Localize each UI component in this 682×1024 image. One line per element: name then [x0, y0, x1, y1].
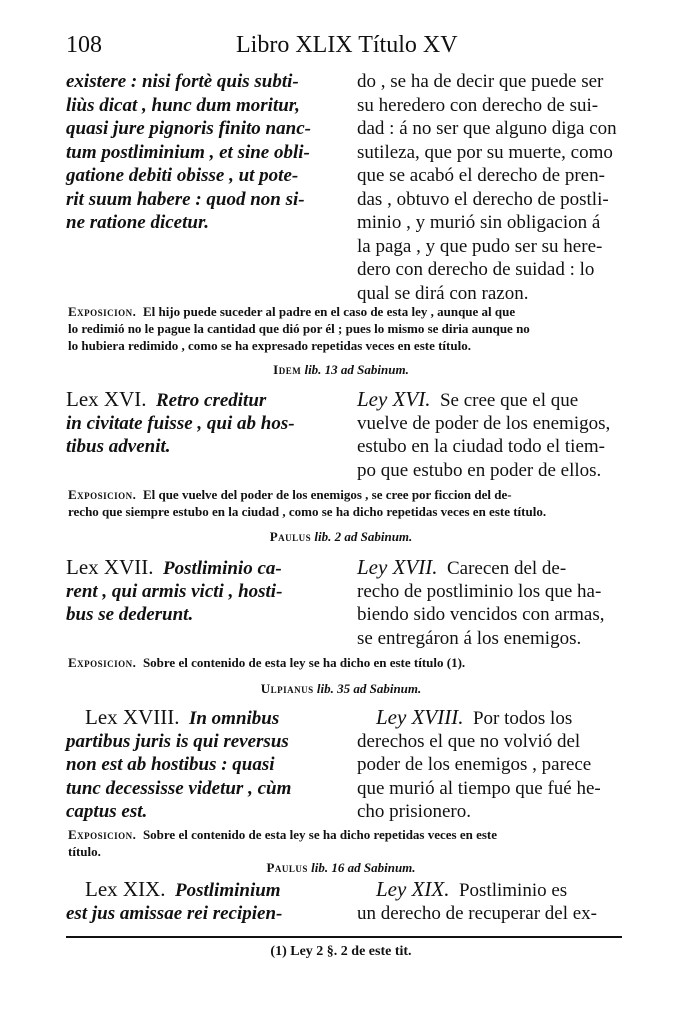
- latin-line: non est ab hostibus : quasi: [66, 754, 275, 775]
- spanish-line: se entregáron á los enemigos.: [357, 627, 582, 649]
- spanish-line: la paga , y que pudo ser su here-: [357, 235, 603, 257]
- ley-label: Ley XVIII.: [376, 705, 464, 729]
- footnote: (1) Ley 2 §. 2 de este tit.: [270, 944, 412, 959]
- exposicion-text: El hijo puede suceder al padre en el caso de esta ley , aunque al que: [142, 304, 516, 319]
- latin-column-law-17: [66, 556, 344, 627]
- latin-line: existere : nisi fortè quis subti-: [66, 71, 299, 92]
- running-title: Libro XLIX Título XV: [236, 32, 458, 58]
- exposicion-label: Exposicion.: [68, 487, 137, 502]
- citation-author: Ulpianus: [260, 681, 314, 696]
- spanish-line: que se acabó el derecho de pren-: [357, 165, 605, 186]
- spanish-line: un derecho de recuperar del ex-: [357, 902, 597, 924]
- latin-column-law-16: [66, 388, 344, 459]
- exposicion-text: título.: [68, 844, 101, 859]
- spanish-line: derechos el que no volvió del: [357, 730, 581, 752]
- exposicion-text: recho que siempre estubo en la ciudad , como se ha dicho repetidas veces en este título.: [68, 504, 547, 519]
- spanish-line: vuelve de poder de los enemigos,: [357, 412, 611, 434]
- exposicion-note: [68, 654, 620, 671]
- latin-line: quasi jure pignoris finito nanc-: [66, 118, 311, 139]
- exposicion-note: [68, 303, 620, 354]
- latin-line: rent , qui armis victi , hosti-: [66, 580, 283, 602]
- citation-author: Paulus: [269, 529, 312, 544]
- latin-line: gatione debiti obisse , ut pote-: [66, 165, 299, 186]
- lex-label: Lex XVII.: [66, 555, 154, 579]
- spanish-line: das , obtuvo el derecho de postli-: [357, 188, 609, 210]
- latin-column-law-18: [66, 706, 344, 824]
- lex-label: Lex XVIII.: [85, 705, 180, 729]
- latin-line: tunc decessisse videtur , cùm: [66, 777, 292, 799]
- latin-line: liùs dicat , hunc dum moritur,: [66, 94, 300, 116]
- spanish-column-law-18: [357, 706, 622, 824]
- latin-line: In omnibus: [188, 708, 280, 729]
- ley-label: Ley XIX.: [376, 877, 450, 901]
- spanish-column-law-19: [357, 878, 622, 925]
- ley-label: Ley XVII.: [357, 555, 438, 579]
- spanish-line: poder de los enemigos , parece: [357, 754, 592, 775]
- law-citation: [0, 681, 682, 697]
- latin-column-continuation: [66, 70, 344, 235]
- footnote-rule: [66, 936, 622, 938]
- spanish-line: do , se ha de decir que puede ser: [357, 71, 604, 92]
- ley-label: Ley XVI.: [357, 387, 431, 411]
- exposicion-note: [68, 486, 620, 520]
- latin-line: tum postliminium , et sine obli-: [66, 141, 310, 163]
- spanish-line: recho de postliminio los que ha-: [357, 580, 602, 602]
- spanish-line: su heredero con derecho de sui-: [357, 94, 599, 116]
- lex-label: Lex XIX.: [85, 877, 166, 901]
- spanish-line: dad : á no ser que alguno diga con: [357, 118, 617, 139]
- spanish-line: Postliminio es: [458, 880, 568, 901]
- exposicion-label: Exposicion.: [68, 304, 137, 319]
- spanish-line: estubo en la ciudad todo el tiem-: [357, 436, 605, 457]
- spanish-line: Se cree que el que: [439, 390, 579, 411]
- latin-line: Postliminium: [174, 880, 281, 901]
- latin-line: est jus amissae rei recipien-: [66, 902, 283, 924]
- spanish-line: po que estubo en poder de ellos.: [357, 459, 602, 481]
- spanish-line: minio , y murió sin obligacion á: [357, 212, 601, 233]
- citation-author: Idem: [273, 362, 302, 377]
- spanish-line: sutileza, que por su muerte, como: [357, 141, 613, 163]
- exposicion-text: Sobre el contenido de esta ley se ha dicho en este título (1).: [142, 655, 466, 670]
- latin-line: ne ratione dicetur.: [66, 212, 210, 233]
- spanish-line: qual se dirá con razon.: [357, 282, 529, 304]
- law-citation: [0, 860, 682, 876]
- law-citation: [0, 362, 682, 378]
- exposicion-text: lo redimió no le pague la cantidad que dió por él ; pues lo mismo se diria aunque no: [68, 321, 530, 336]
- spanish-line: que murió al tiempo que fué he-: [357, 777, 601, 799]
- latin-line: Retro creditur: [155, 390, 267, 411]
- latin-line: bus se dederunt.: [66, 604, 194, 625]
- latin-line: Postliminio ca-: [162, 558, 282, 579]
- citation-book: lib. 2 ad Sabinum.: [314, 529, 413, 544]
- exposicion-label: Exposicion.: [68, 655, 137, 670]
- latin-line: captus est.: [66, 801, 148, 822]
- exposicion-label: Exposicion.: [68, 827, 137, 842]
- citation-book: lib. 16 ad Sabinum.: [311, 860, 416, 875]
- citation-book: lib. 35 ad Sabinum.: [316, 681, 422, 696]
- spanish-line: dero con derecho de suidad : lo: [357, 259, 595, 280]
- exposicion-text: Sobre el contenido de esta ley se ha dicho repetidas veces en este: [142, 827, 498, 842]
- page-header: [66, 32, 626, 66]
- spanish-line: cho prisionero.: [357, 801, 471, 822]
- citation-book: lib. 13 ad Sabinum.: [304, 362, 409, 377]
- spanish-line: Por todos los: [472, 708, 573, 729]
- citation-author: Paulus: [266, 860, 308, 875]
- law-citation: [0, 529, 682, 545]
- spanish-line: biendo sido vencidos con armas,: [357, 604, 605, 625]
- spanish-column-law-17: [357, 556, 622, 650]
- latin-column-law-19: [66, 878, 344, 925]
- latin-line: in civitate fuisse , qui ab hos-: [66, 412, 295, 434]
- exposicion-text: lo hubiera redimido , como se ha expresado repetidas veces en este título.: [68, 338, 471, 353]
- exposicion-text: El que vuelve del poder de los enemigos , se cree por ficcion del de-: [142, 487, 512, 502]
- latin-line: tibus advenit.: [66, 436, 171, 457]
- spanish-column-law-16: [357, 388, 622, 482]
- latin-line: rit suum habere : quod non si-: [66, 188, 305, 210]
- spanish-line: Carecen del de-: [446, 558, 567, 579]
- page-number: 108: [66, 32, 102, 58]
- spanish-column-continuation: [357, 70, 622, 305]
- lex-label: Lex XVI.: [66, 387, 147, 411]
- latin-line: partibus juris is qui reversus: [66, 730, 289, 752]
- exposicion-note: [68, 826, 620, 860]
